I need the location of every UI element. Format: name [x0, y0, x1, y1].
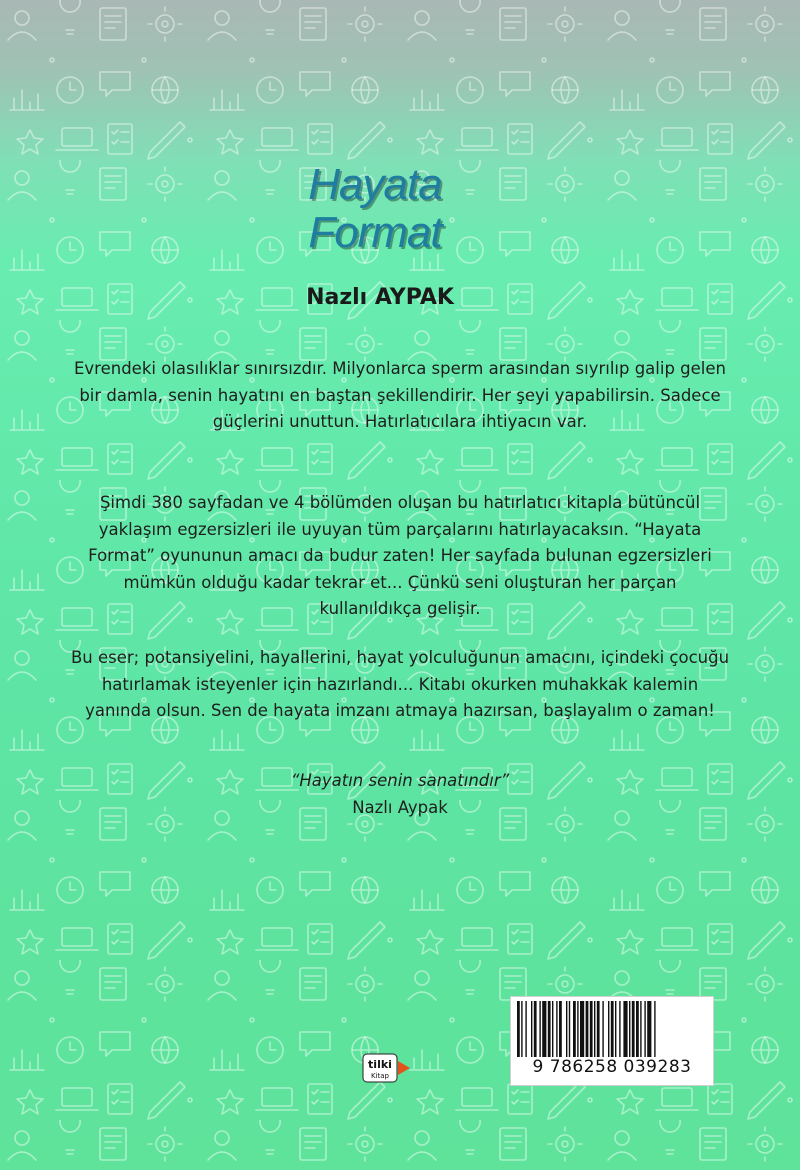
blurb-paragraph-3: Bu eser; potansiyelini, hayallerini, hayat yolculuğunun amacını, içindeki çocuğu hatırlamak isteyenler için hazırlandı... Kitabı okurken muhakkak kalemin yanında olsun. Sen de hayata imzanı atmaya hazırsan, başlayalım o zaman! [70, 648, 730, 720]
quote-signature: Nazlı Aypak [352, 798, 448, 817]
blurb-paragraph-2: Şimdi 380 sayfadan ve 4 bölümden oluşan bu hatırlatıcı kitapla bütüncül yaklaşım egzersizleri ile uyuyan tüm parçalarını hatırlayacaksın. “Hayata Format” oyununun amacı da budur zaten! Her sayfada bulunan egzersizleri mümkün olduğu kadar tekrar et... Çünkü seni oluşturan her parçan kullanıldıkça gelişir. [88, 493, 712, 618]
publisher-logo-subtitle: Kitap [370, 1072, 390, 1080]
isbn-digits: 9 786258 039283 [532, 1057, 692, 1077]
author-name: Nazlı AYPAK [306, 285, 454, 310]
barcode-bars [515, 1001, 709, 1057]
publisher-logo-name: tilki [368, 1058, 392, 1071]
book-title-line1: Hayata [308, 160, 442, 209]
isbn-barcode [510, 996, 714, 1086]
publisher-logo [362, 1053, 414, 1083]
book-title-line2: Format [308, 208, 442, 257]
author-quote: “Hayatın senin sanatındır” [290, 771, 510, 790]
fox-tail-icon [398, 1061, 410, 1075]
blurb-paragraph-1: Evrendeki olasılıklar sınırsızdır. Milyonlarca sperm arasından sıyrılıp galip gelen bir damla, senin hayatını en baştan şekillendirir. Her şeyi yapabilirsin. Sadece güçlerini unuttun. Hatırlatıcılara ihtiyacın var. [73, 359, 727, 431]
